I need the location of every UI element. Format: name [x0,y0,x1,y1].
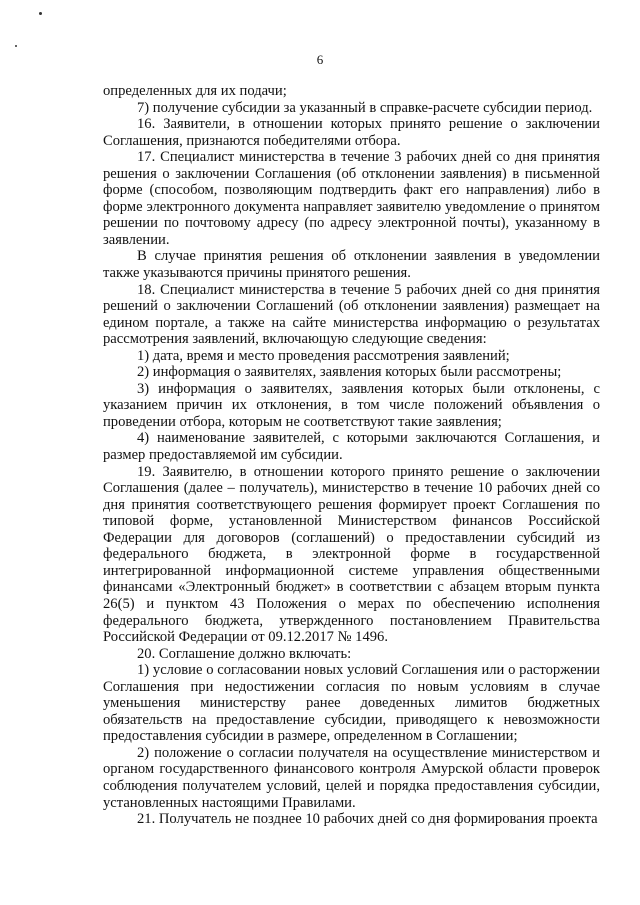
paragraph-21: 21. Получатель не позднее 10 рабочих дней со дня формирования проекта [137,811,598,828]
paragraph-17: 17. Специалист министерства в течение 3 рабочих дней со дня принятия решения о заключении Соглашения (об отклонении заявления) в письменной форме (способом, позволяющим подтвердить факт его направления) либо в форме электронного документа направляет заявителю уведомление о принятом решении по почтовому адресу (по адресу электронной почты), указанному в заявлении. [103,149,600,248]
paragraph-20-item-2: 2) положение о согласии получателя на осуществление министерством и органом государственного финансового контроля Амурской области проверок соблюдения получателем условий, целей и порядка предоставления субсидии, установленных настоящими Правилами. [103,744,600,811]
paragraph-18-item-4: 4) наименование заявителей, с которыми заключаются Соглашения, и размер предоставляемой им субсидии. [103,430,600,464]
paragraph-18-item-3: 3) информация о заявителях, заявления которых были отклонены, с указанием причин их отклонения, в том числе положений объявления о проведении отбора, которым не соответствуют такие заявления; [103,380,600,430]
paragraph-16: 16. Заявители, в отношении которых принято решение о заключении Соглашения, признаются победителями отбора. [103,116,600,149]
paragraph-18-item-2: 2) информация о заявителях, заявления которых были рассмотрены; [137,364,562,381]
page-number: 6 [316,52,324,67]
paragraph-continuation: определенных для их подачи; [103,83,287,99]
paragraph-20-item-1: 1) условие о согласовании новых условий Соглашения или о расторжении Соглашения при недостижении согласия по новым условиям в случае уменьшения министерству ранее доведенных лимитов бюджетных обязательств на предоставление субсидии, приводящего к невозможности предоставления субсидии в размере, определенном в Соглашении; [103,662,600,745]
paragraph-19: 19. Заявителю, в отношении которого принято решение о заключении Соглашения (далее – получатель), министерство в течение 10 рабочих дней со дня принятия соответствующего решения формирует проект Соглашения по типовой форме, установленной Министерством финансов Российской Федерации для договоров (соглашений) о предоставлении субсидий из федерального бюджета, в электронной форме в государственной интегрированной информационной системе управления общественными финансами «Электронный бюджет» в соответствии с абзацем вторым пункта 26(5) и пунктом 43 Положения о мерах по обеспечению исполнения федерального бюджета, утвержденного постановлением Правительства Российской Федерации от 09.12.2017 № 1496. [103,463,600,646]
scan-speck [39,12,42,15]
document-body [103,83,600,828]
paragraph-20: 20. Соглашение должно включать: [137,645,352,662]
paragraph-item-7: 7) получение субсидии за указанный в справке-расчете субсидии период. [137,99,593,116]
scan-speck [15,45,17,47]
paragraph-17-rejection: В случае принятия решения об отклонении заявления в уведомлении также указываются причины принятого решения. [103,248,600,282]
paragraph-18: 18. Специалист министерства в течение 5 рабочих дней со дня принятия решений о заключении Соглашений (об отклонении заявления) размещает на едином портале, а также на сайте министерства информацию о результатах рассмотрения заявлений, включающую следующие сведения: [103,281,600,348]
paragraph-18-item-1: 1) дата, время и место проведения рассмотрения заявлений; [137,347,510,364]
